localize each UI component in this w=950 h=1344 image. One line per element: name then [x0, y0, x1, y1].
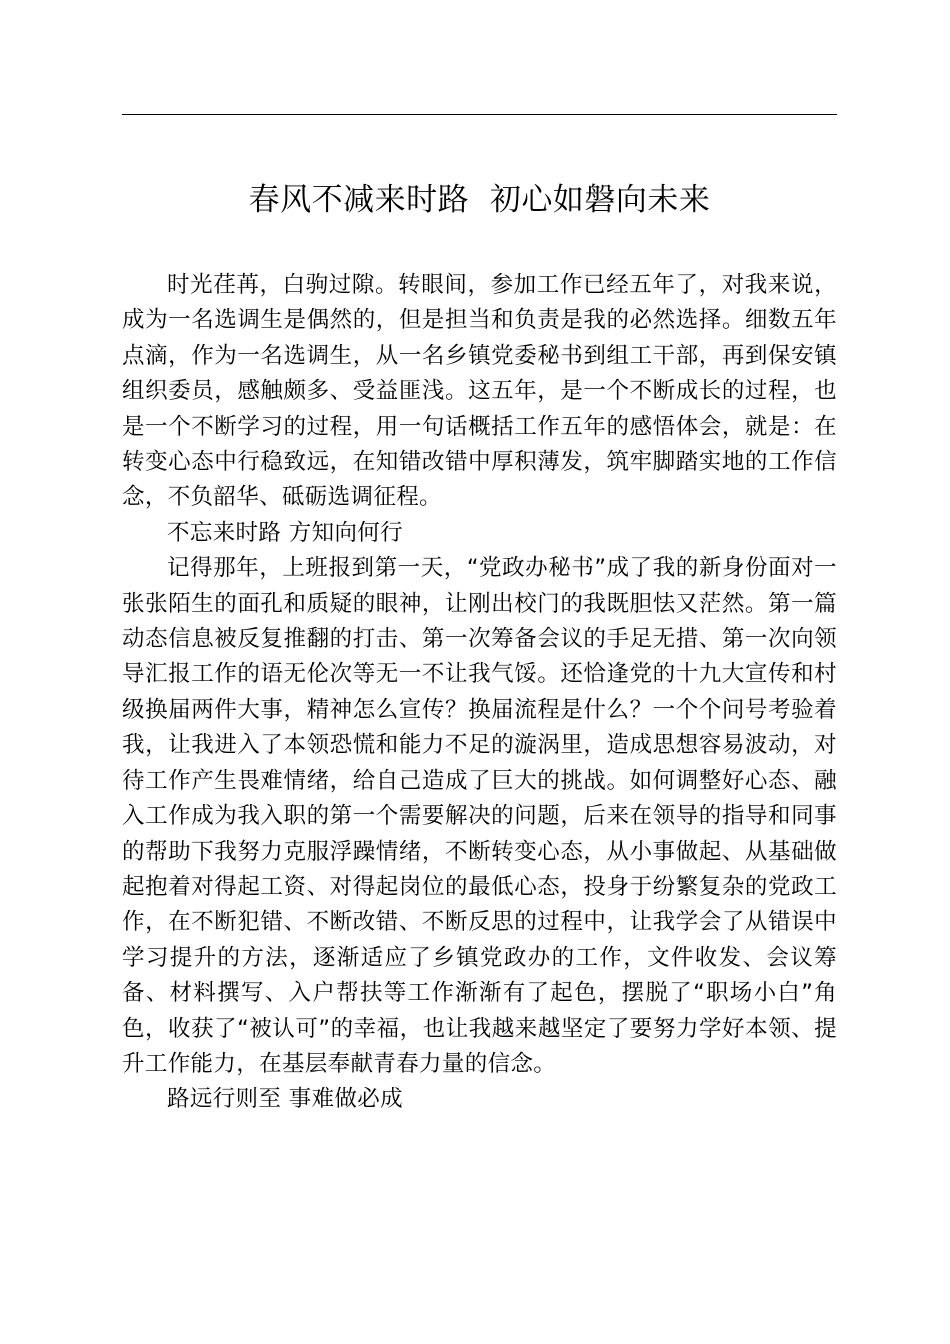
- section-heading-1: 不忘来时路 方知向何行: [167, 519, 404, 546]
- document-body: [122, 268, 837, 1118]
- header-rule: [122, 114, 837, 115]
- document-title: 春风不减来时路 初心如磐向未来: [248, 182, 711, 218]
- section-heading-2: 路远行则至 事难做必成: [167, 1086, 404, 1113]
- body-paragraph-intro: 时光荏苒，白驹过隙。转眼间，参加工作已经五年了，对我来说，成为一名选调生是偶然的，但是担当和负责是我的必然选择。细数五年点滴，作为一名选调生，从一名乡镇党委秘书到组工干部，再到保安镇组织委员，感触颇多、受益匪浅。这五年，是一个不断成长的过程，也是一个不断学习的过程，用一句话概括工作五年的感悟体会，就是：在转变心态中行稳致远，在知错改错中厚积薄发，筑牢脚踏实地的工作信念，不负韶华、砥砺选调征程。: [122, 272, 837, 511]
- body-paragraph-section-1: 记得那年，上班报到第一天，“党政办秘书”成了我的新身份面对一张张陌生的面孔和质疑的眼神，让刚出校门的我既胆怯又茫然。第一篇动态信息被反复推翻的打击、第一次筹备会议的手足无措、第一次向领导汇报工作的语无伦次等无一不让我气馁。还恰逢党的十九大宣传和村级换届两件大事，精神怎么宣传？换届流程是什么？一个个问号考验着我，让我进入了本领恐慌和能力不足的漩涡里，造成思想容易波动，对待工作产生畏难情绪，给自己造成了巨大的挑战。如何调整好心态、融入工作成为我入职的第一个需要解决的问题，后来在领导的指导和同事的帮助下我努力克服浮躁情绪，不断转变心态，从小事做起、从基础做起抱着对得起工资、对得起岗位的最低心态，投身于纷繁复杂的党政工作，在不断犯错、不断改错、不断反思的过程中，让我学会了从错误中学习提升的方法，逐渐适应了乡镇党政办的工作，文件收发、会议筹备、材料撰写、入户帮扶等工作渐渐有了起色，摆脱了“职场小白”角色，收获了“被认可”的幸福，也让我越来越坚定了要努力学好本领、提升工作能力，在基层奉献青春力量的信念。: [122, 555, 837, 1077]
